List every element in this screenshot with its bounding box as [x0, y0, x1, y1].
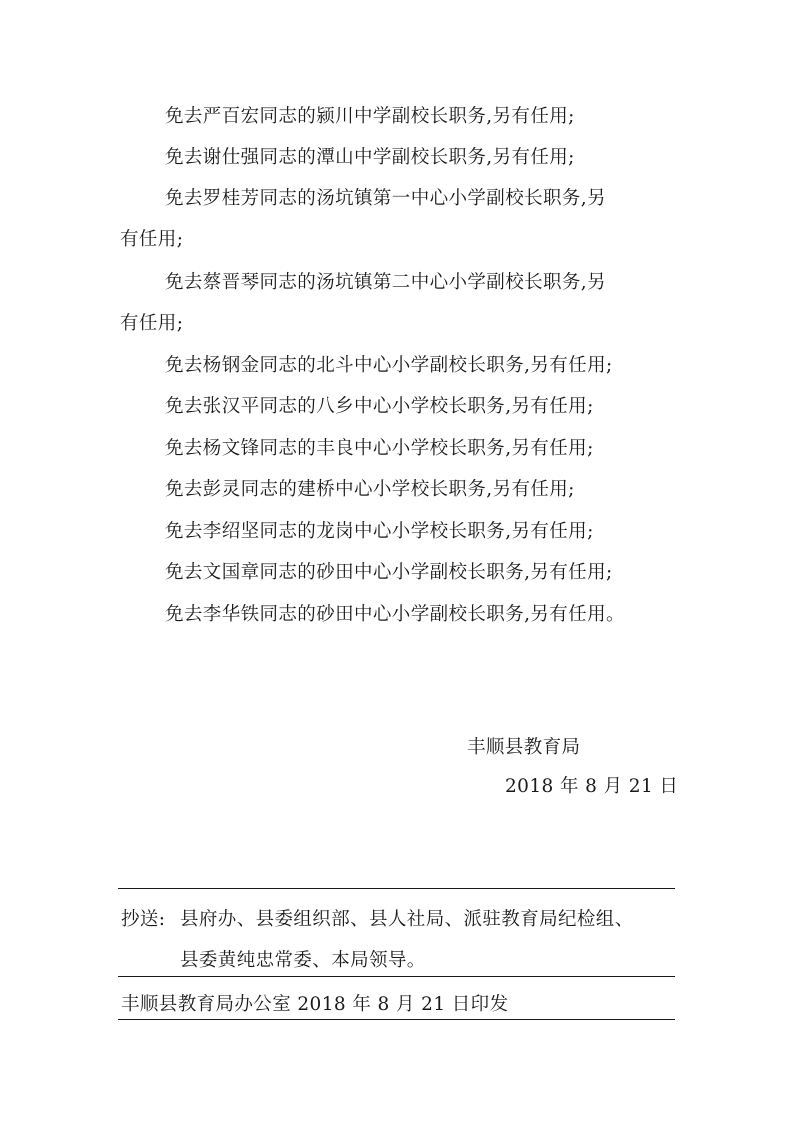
paragraph-4-text-line1: 免去蔡晋琴同志的汤坑镇第二中心小学副校长职务,另 — [165, 272, 606, 293]
issue-line: 丰顺县教育局办公室 2018 年 8 月 21 日印发 — [121, 994, 509, 1015]
paragraph-6-text: 免去张汉平同志的八乡中心小学校长职务,另有任用; — [165, 396, 594, 417]
cc-label: 抄送: — [121, 909, 166, 930]
paragraph-7-text: 免去杨文锋同志的丰良中心小学校长职务,另有任用; — [165, 438, 594, 459]
paragraph-10-text: 免去文国章同志的砂田中心小学副校长职务,另有任用; — [165, 562, 613, 583]
issue-bottom-rule — [118, 1019, 675, 1020]
paragraph-11-text: 免去李华铁同志的砂田中心小学副校长职务,另有任用。 — [165, 604, 625, 625]
paragraph-3-text-line2: 有任用; — [120, 229, 184, 250]
paragraph-4-text-line2: 有任用; — [120, 313, 184, 334]
cc-bottom-rule — [118, 976, 675, 977]
paragraph-8-text: 免去彭灵同志的建桥中心小学校长职务,另有任用; — [165, 479, 575, 500]
signature-organization: 丰顺县教育局 — [467, 737, 581, 758]
paragraph-1-text: 免去严百宏同志的颍川中学副校长职务,另有任用; — [165, 106, 575, 127]
signature-date: 2018 年 8 月 21 日 — [505, 776, 679, 797]
paragraph-2-text: 免去谢仕强同志的潭山中学副校长职务,另有任用; — [165, 147, 575, 168]
cc-top-rule — [118, 888, 675, 889]
cc-recipients-line1: 县府办、县委组织部、县人社局、派驻教育局纪检组、 — [180, 909, 634, 930]
paragraph-5-text: 免去杨钢金同志的北斗中心小学副校长职务,另有任用; — [165, 355, 613, 376]
paragraph-3-text-line1: 免去罗桂芳同志的汤坑镇第一中心小学副校长职务,另 — [165, 188, 606, 209]
cc-recipients-line2: 县委黄纯忠常委、本局领导。 — [180, 950, 426, 971]
paragraph-9-text: 免去李绍坚同志的龙岗中心小学校长职务,另有任用; — [165, 521, 594, 542]
